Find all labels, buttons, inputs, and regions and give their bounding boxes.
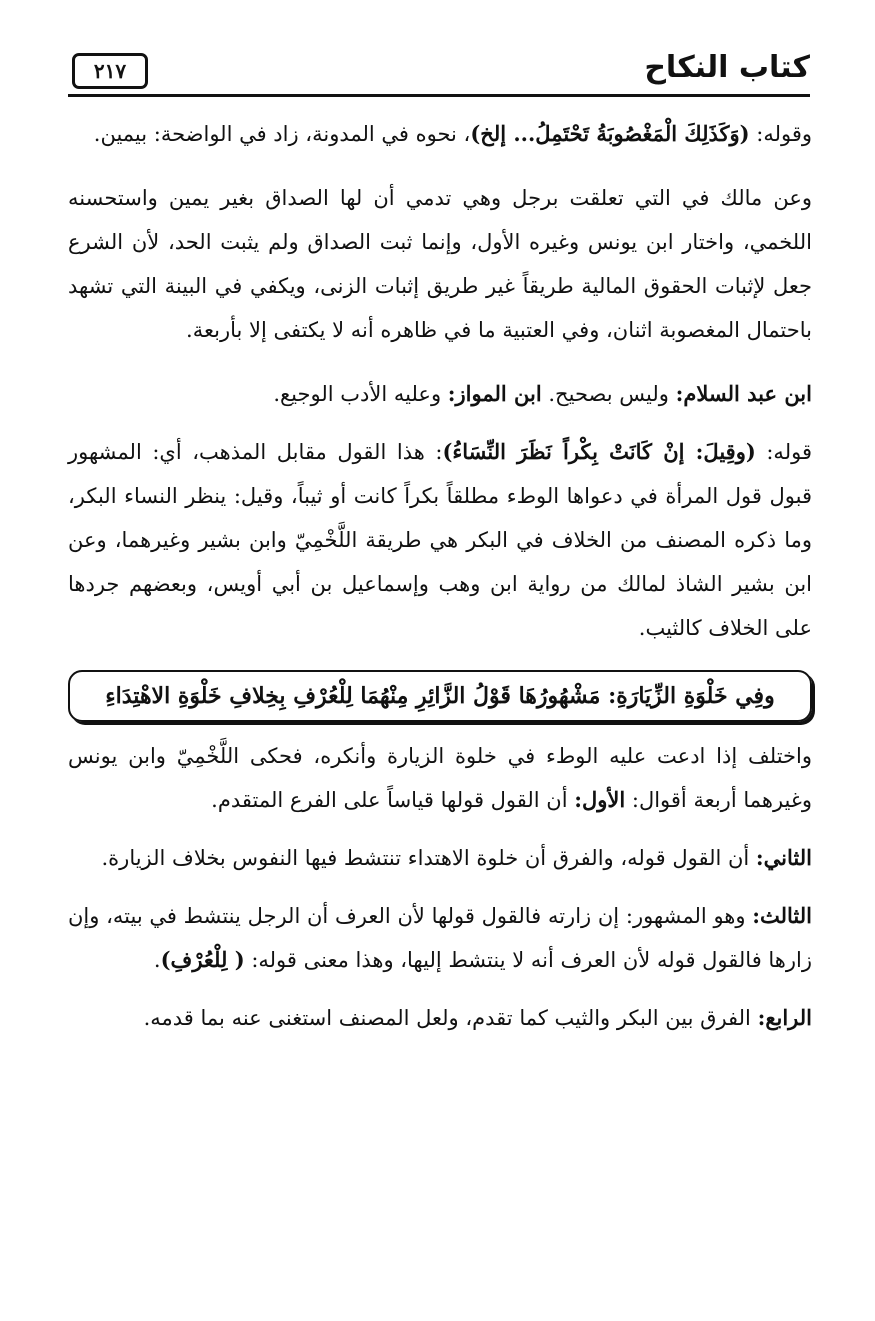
section-heading: وفِي خَلْوَةِ الزِّيَارَةِ: مَشْهُورُهَا قَوْلُ الزَّائِرِ مِنْهُمَا لِلْعُرْفِ بِخِلافِ خَلْوَةِ الاهْتِدَاءِ (68, 670, 812, 722)
p4-intro: قوله: (755, 440, 812, 464)
p4-rest: : هذا القول مقابل المذهب، أي: المشهور قبول قول المرأة في دعواها الوطء مطلقاً بكراً كانت أو ثيباً، وقيل: ينظر النساء البكر، وما ذكره المصنف من الخلاف في البكر هي طريقة اللَّخْمِيّ وابن بشير وغيرهما، وعن ابن بشير الشاذ لمالك من رواية ابن وهب وإسماعيل بن أبي أويس، وبعضهم جردها على الخلاف كالثيب. (68, 440, 812, 640)
p7-text: وهو المشهور: إن زارته فالقول قولها لأن العرف أن الرجل ينتشط في بيته، وإن زارها فالقول قوله لأن العرف أنه لا ينتشط إليها، وهذا معنى قوله: (68, 904, 812, 972)
p3-speaker: ابن عبد السلام: (675, 381, 812, 406)
p7-label: الثالث: (752, 903, 812, 928)
paragraph-3 (68, 372, 812, 416)
p6-text: أن القول قوله، والفرق أن خلوة الاهتداء تنتشط فيها النفوس بخلاف الزيارة. (101, 846, 756, 870)
header-divider (68, 94, 810, 97)
p6-label: الثاني: (755, 845, 812, 870)
p1-rest: ، نحوه في المدونة، زاد في الواضحة: بيمين. (93, 122, 471, 146)
p8-text: الفرق بين البكر والثيب كما تقدم، ولعل المصنف استغنى عنه بما قدمه. (143, 1006, 758, 1030)
p8-label: الرابع: (757, 1005, 812, 1030)
page-header (68, 48, 810, 98)
p5-text: واختلف إذا ادعت عليه الوطء في خلوة الزيارة وأنكره، فحكى اللَّخْمِيّ وابن يونس وغيرهما أربعة أقوال: (68, 744, 812, 812)
paragraph-2: وعن مالك في التي تعلقت برجل وهي تدمي أن لها الصداق بغير يمين واستحسنه اللخمي، واختار ابن يونس وغيره الأول، وإنما ثبت الصداق ولم يثبت الحد، لأن الشرع جعل لإثبات الحقوق المالية طريقاً غير طريق إثبات الزنى، ويكفي في البينة التي تشهد باحتمال المغصوبة اثنان، وفي العتبية ما في ظاهره أنه لا يكتفى إلا بأربعة. (68, 186, 812, 342)
paragraph-4 (68, 430, 812, 650)
p3-text2: وعليه الأدب الوجيع. (273, 382, 448, 406)
p5-rest: أن القول قولها قياساً على الفرع المتقدم. (211, 788, 575, 812)
p3-speaker2: ابن المواز: (447, 381, 542, 406)
paragraph-1 (68, 112, 812, 156)
page-number-box (72, 53, 148, 89)
chapter-title: كتاب النكاح (644, 50, 810, 85)
paragraph-6 (68, 836, 812, 880)
main-text (68, 112, 812, 1054)
paragraph-5 (68, 734, 812, 822)
p7-end: . (153, 948, 161, 972)
paragraph-8 (68, 996, 812, 1040)
page-number: ٢١٧ (93, 59, 127, 83)
p3-text1: وليس بصحيح. (541, 382, 676, 406)
paragraph-7 (68, 894, 812, 982)
p5-label: الأول: (574, 787, 626, 812)
p1-intro: وقوله: (749, 122, 812, 146)
p7-quote: ( لِلْعُرْفِ) (160, 947, 245, 972)
p4-quote: (وقِيلَ: إنْ كَانَتْ بِكْراً نَظَرَ النِّسَاءُ) (442, 439, 756, 464)
p1-quote: (وَكَذَلِكَ الْمَغْصُوبَةُ تَحْتَمِلُ... إلخ) (470, 121, 750, 146)
